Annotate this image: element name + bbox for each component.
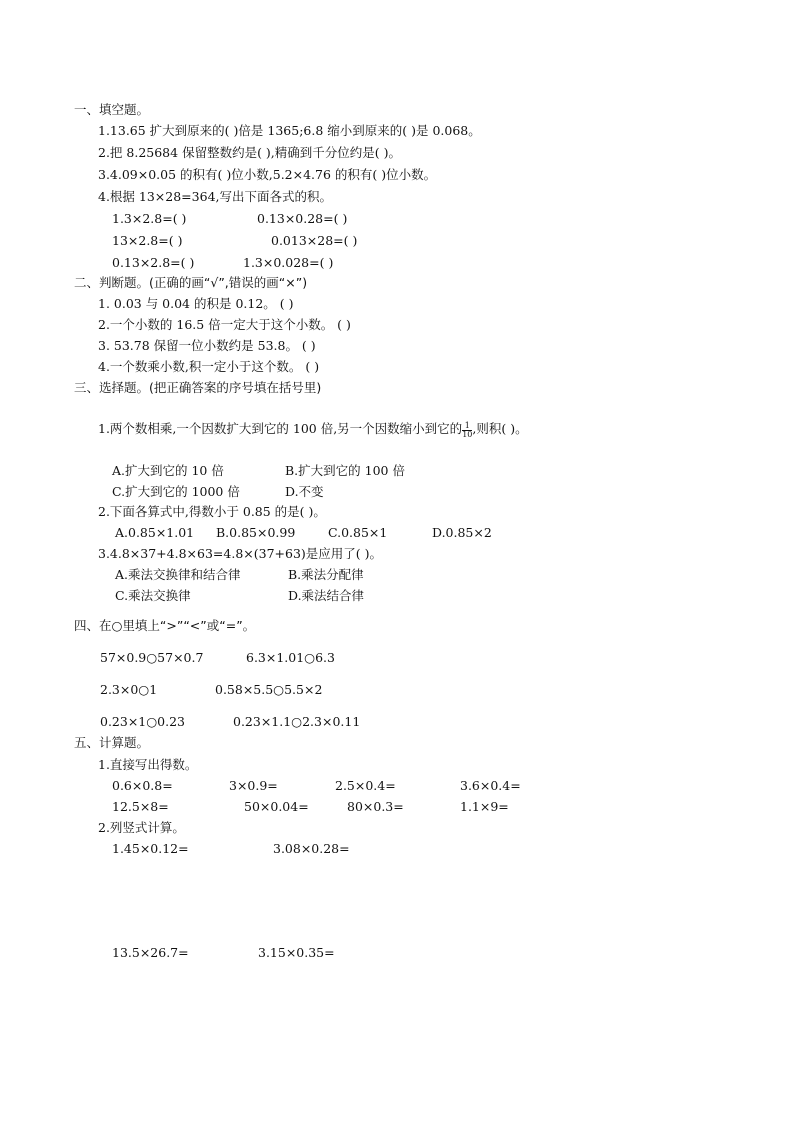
- s1-item-3a: 0.13×2.8=( ): [112, 255, 195, 270]
- s4-expr-4: 0.58×5.5○5.5×2: [215, 682, 323, 697]
- s3-q1-option-a: A.扩大到它的 10 倍: [112, 463, 224, 478]
- section-5-title: 五、计算题。: [74, 735, 150, 750]
- fraction-denominator: 10: [462, 429, 473, 439]
- s4-expr-6: 0.23×1.1○2.3×0.11: [233, 714, 361, 729]
- s3-q3-option-b: B.乘法分配律: [288, 567, 364, 582]
- fraction-numerator: 1: [462, 422, 472, 431]
- s3-question-3: 3.4.8×37+4.8×63=4.8×(37+63)是应用了( )。: [98, 546, 383, 561]
- s2-question-1: 1. 0.03 与 0.04 的积是 0.12。 ( ): [98, 296, 294, 311]
- s4-expr-3: 2.3×0○1: [100, 682, 158, 697]
- section-1-title: 一、填空题。: [74, 102, 150, 117]
- s4-expr-5: 0.23×1○0.23: [100, 714, 185, 729]
- s1-question-4: 4.根据 13×28=364,写出下面各式的积。: [98, 189, 332, 204]
- s1-item-3b: 1.3×0.028=( ): [243, 255, 334, 270]
- s5-vertical-4: 3.15×0.35=: [258, 945, 335, 960]
- s5-part-1-title: 1.直接写出得数。: [98, 757, 198, 772]
- section-4-title: 四、在○里填上“>”“<”或“=”。: [74, 618, 256, 633]
- s1-item-2b: 0.013×28=( ): [271, 233, 358, 248]
- s5-vertical-3: 13.5×26.7=: [112, 945, 189, 960]
- s1-question-3: 3.4.09×0.05 的积有( )位小数,5.2×4.76 的积有( )位小数。: [98, 167, 437, 182]
- s1-item-1b: 0.13×0.28=( ): [257, 211, 348, 226]
- s3-q2-option-d: D.0.85×2: [432, 525, 492, 540]
- s1-item-1a: 1.3×2.8=( ): [112, 211, 187, 226]
- s3-q2-option-c: C.0.85×1: [328, 525, 388, 540]
- s1-question-2: 2.把 8.25684 保留整数约是( ),精确到千分位约是( )。: [98, 145, 401, 160]
- s3-q1-option-c: C.扩大到它的 1000 倍: [112, 484, 240, 499]
- s5-calc-1: 0.6×0.8=: [112, 778, 173, 793]
- s3-q3-option-a: A.乘法交换律和结合律: [115, 567, 241, 582]
- s5-calc-8: 1.1×9=: [460, 799, 509, 814]
- s5-calc-4: 3.6×0.4=: [460, 778, 521, 793]
- s3-q3-option-c: C.乘法交换律: [115, 588, 191, 603]
- s3-q2-option-a: A.0.85×1.01: [115, 525, 195, 540]
- s3-q1-text-before: 1.两个数相乘,一个因数扩大到它的 100 倍,另一个因数缩小到它的: [98, 421, 463, 436]
- s3-question-1: [98, 421, 528, 439]
- s5-calc-5: 12.5×8=: [112, 799, 169, 814]
- s3-question-2: 2.下面各算式中,得数小于 0.85 的是( )。: [98, 504, 326, 519]
- s5-calc-7: 80×0.3=: [347, 799, 404, 814]
- s3-q2-option-b: B.0.85×0.99: [216, 525, 296, 540]
- s4-expr-2: 6.3×1.01○6.3: [246, 650, 335, 665]
- fraction-one-tenth: [462, 422, 472, 439]
- s2-question-4: 4.一个数乘小数,积一定小于这个数。 ( ): [98, 359, 320, 374]
- s3-q1-text-after: ,则积( )。: [472, 421, 528, 436]
- s3-q1-option-b: B.扩大到它的 100 倍: [285, 463, 405, 478]
- s5-calc-3: 2.5×0.4=: [335, 778, 396, 793]
- s4-expr-1: 57×0.9○57×0.7: [100, 650, 204, 665]
- s2-question-3: 3. 53.78 保留一位小数约是 53.8。 ( ): [98, 338, 316, 353]
- s1-item-2a: 13×2.8=( ): [112, 233, 183, 248]
- s5-calc-6: 50×0.04=: [244, 799, 309, 814]
- s5-calc-2: 3×0.9=: [229, 778, 278, 793]
- s5-vertical-1: 1.45×0.12=: [112, 841, 189, 856]
- s3-q1-option-d: D.不变: [285, 484, 324, 499]
- section-2-title: 二、判断题。(正确的画“√”,错误的画“×”): [74, 275, 308, 290]
- section-3-title: 三、选择题。(把正确答案的序号填在括号里): [74, 380, 322, 395]
- s1-question-1: 1.13.65 扩大到原来的( )倍是 1365;6.8 缩小到原来的( )是 0.068。: [98, 123, 481, 138]
- s5-vertical-2: 3.08×0.28=: [273, 841, 350, 856]
- s3-q3-option-d: D.乘法结合律: [288, 588, 365, 603]
- s5-part-2-title: 2.列竖式计算。: [98, 820, 185, 835]
- s2-question-2: 2.一个小数的 16.5 倍一定大于这个小数。 ( ): [98, 317, 351, 332]
